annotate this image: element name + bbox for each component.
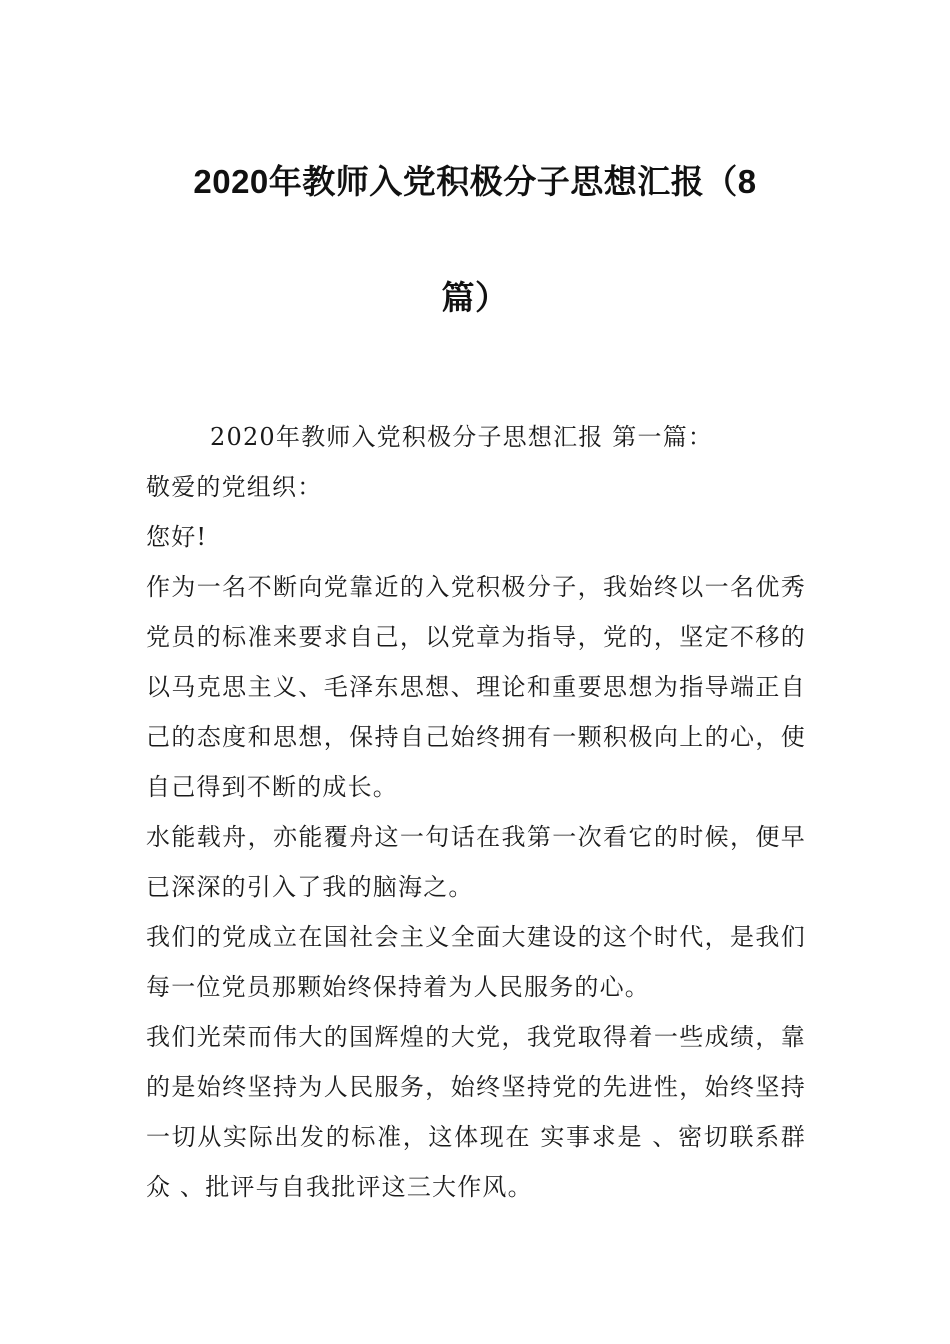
body-paragraph: 水能载舟，亦能覆舟这一句话在我第一次看它的时候，便早已深深的引入了我的脑海之。 bbox=[146, 823, 806, 901]
body-paragraph: 我们的党成立在国社会主义全面大建设的这个时代，是我们每一位党员那颗始终保持着为人民服务的心。 bbox=[146, 923, 806, 1001]
section-heading: 2020年教师入党积极分子思想汇报 第一篇： bbox=[210, 423, 714, 451]
body-paragraph: 我们光荣而伟大的国辉煌的大党，我党取得着一些成绩，靠的是始终坚持为人民服务，始终坚持党的先进性，始终坚持一切从实际出发的标准，这体现在 实事求是 、密切联系群众 、批评与自我批评这三大作风。 bbox=[146, 1023, 806, 1201]
greeting: 您好! bbox=[146, 523, 208, 551]
document-body bbox=[146, 412, 806, 1212]
salutation: 敬爱的党组织： bbox=[146, 473, 323, 501]
document-title-line-1: 2020年教师入党积极分子思想汇报（8 bbox=[193, 163, 757, 200]
document-title-line-2: 篇） bbox=[441, 279, 509, 316]
body-paragraph: 作为一名不断向党靠近的入党积极分子，我始终以一名优秀党员的标准来要求自己，以党章为指导，党的，坚定不移的以马克思主义、毛泽东思想、理论和重要思想为指导端正自己的态度和思想，保持自己始终拥有一颗积极向上的心，使自己得到不断的成长。 bbox=[146, 573, 806, 801]
